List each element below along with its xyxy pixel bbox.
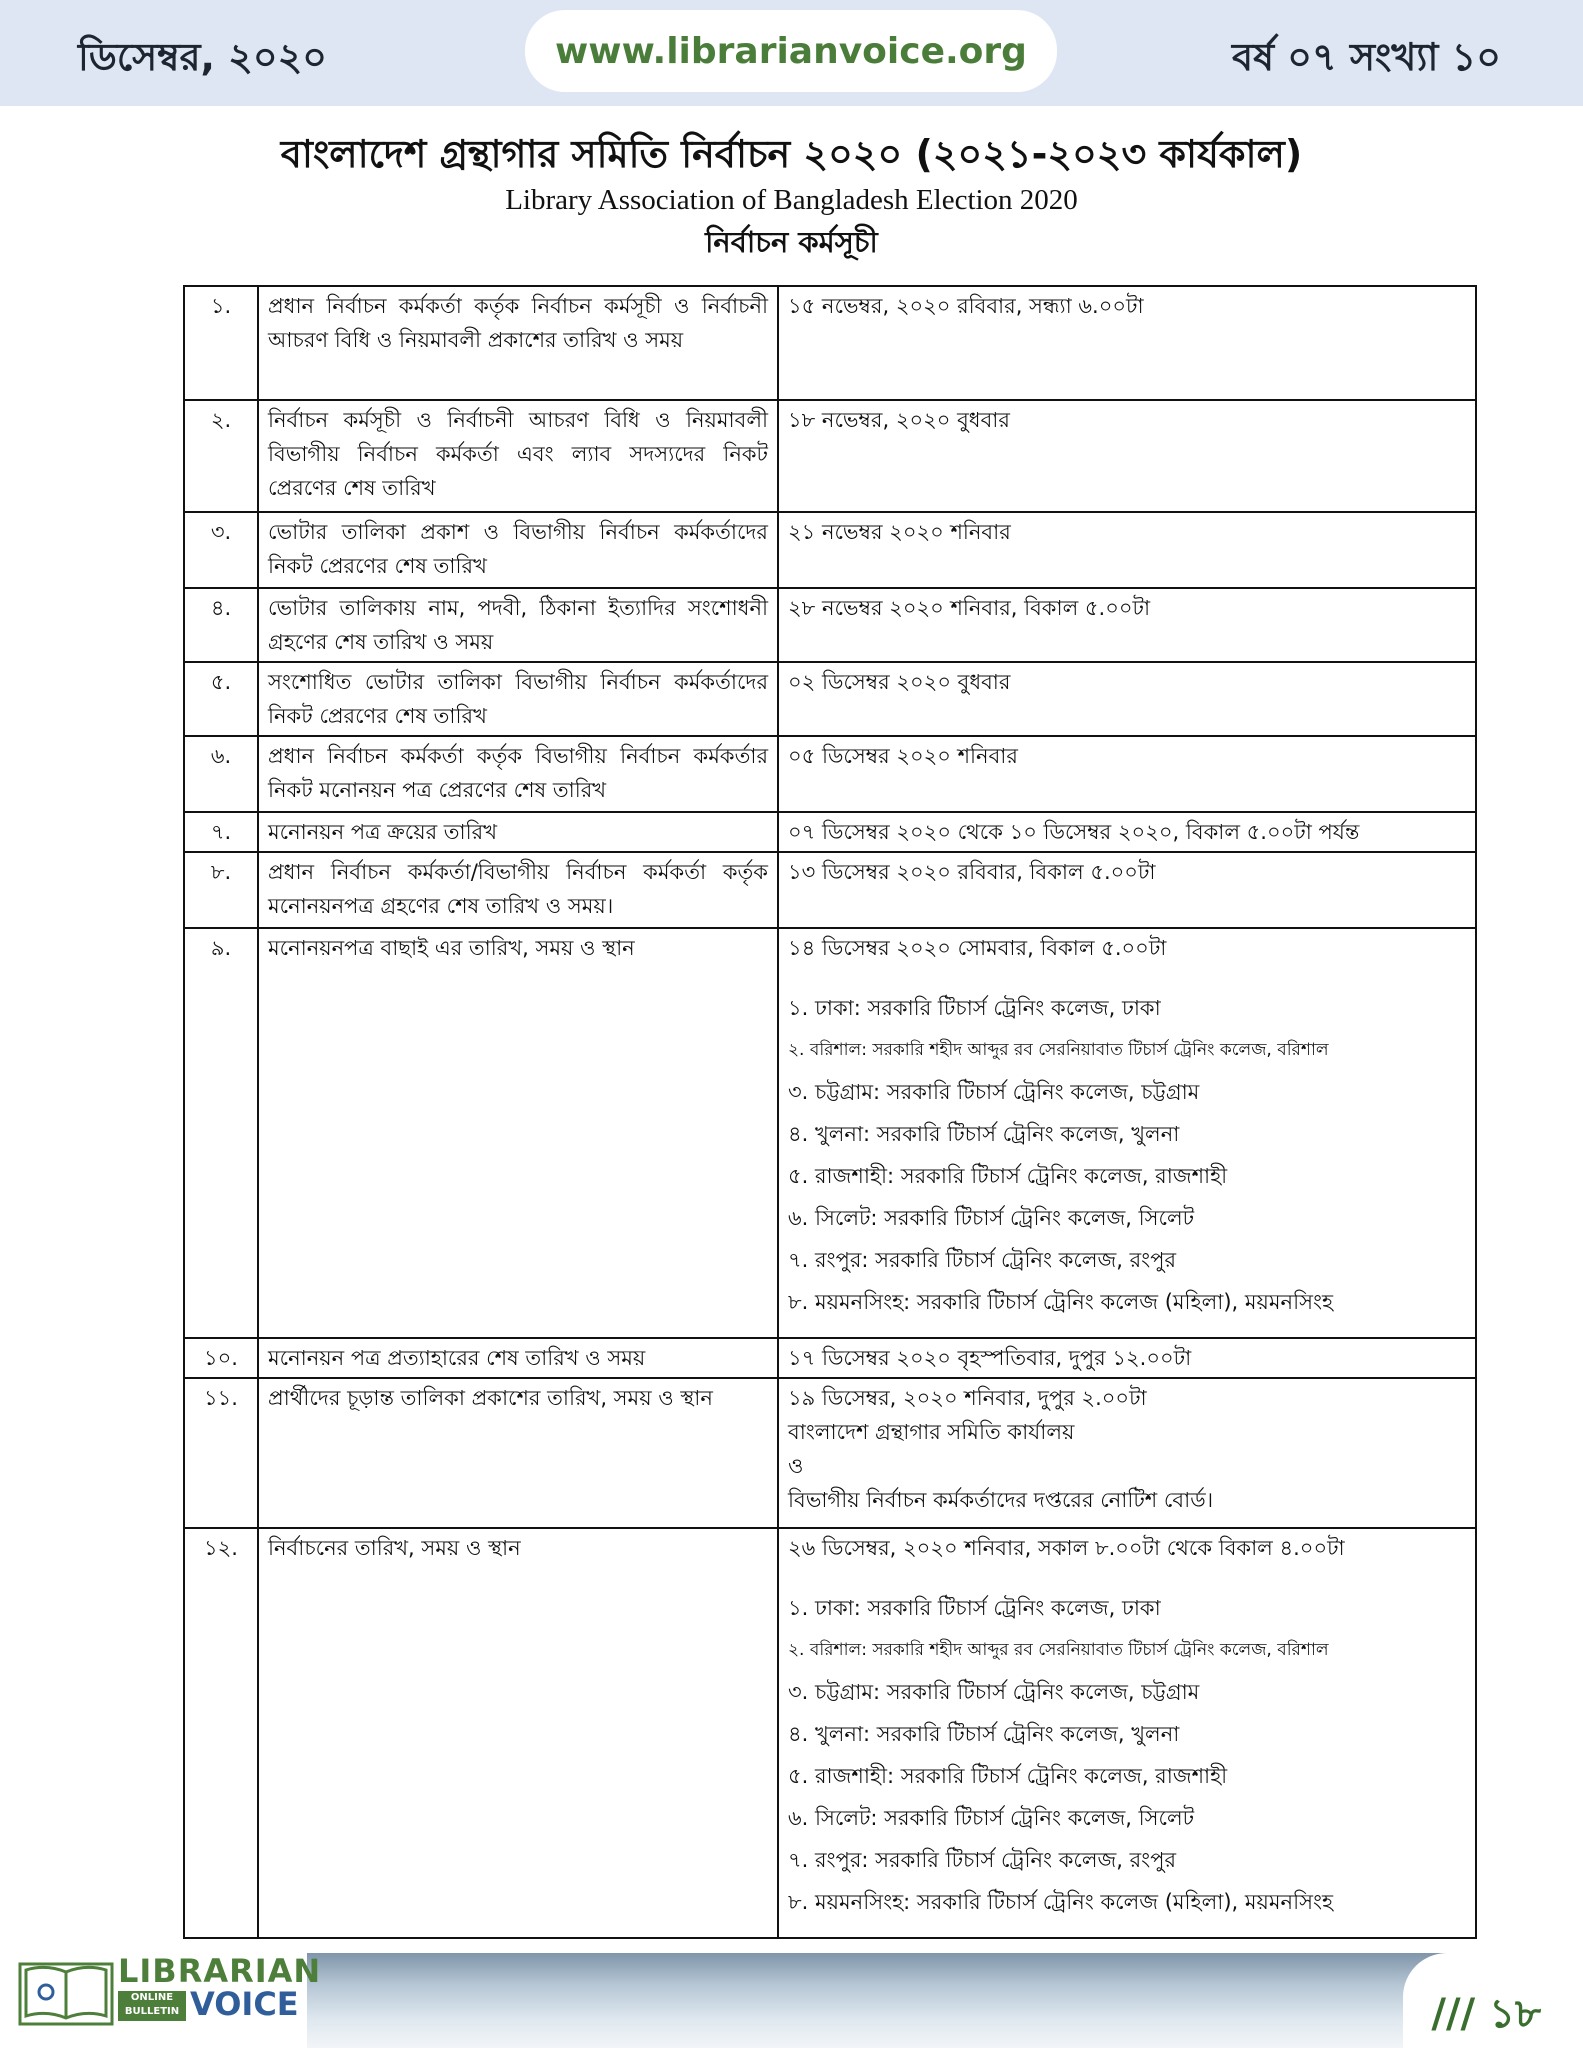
event-cell: প্রধান নির্বাচন কর্মকর্তা কর্তৃক বিভাগীয় নির্বাচন কর্মকর্তার নিকট মনোনয়ন পত্র প্রেরণের শেষ তারিখ [258, 736, 778, 812]
event-cell: নির্বাচন কর্মসূচী ও নির্বাচনী আচরণ বিধি ও নিয়মাবলী বিভাগীয় নির্বাচন কর্মকর্তা এবং ল্যাব সদস্যদের নিকট প্রেরণের শেষ তারিখ [258, 400, 778, 512]
event-cell: মনোনয়ন পত্র প্রত্যাহারের শেষ তারিখ ও সময় [258, 1338, 778, 1378]
venue-text: বাংলাদেশ গ্রন্থাগার সমিতি কার্যালয় [788, 1420, 1075, 1445]
table-row [184, 588, 1476, 662]
list-item: ৮. ময়মনসিংহ: সরকারি টিচার্স ট্রেনিং কলেজ (মহিলা), ময়মনসিংহ [788, 1890, 1334, 1915]
list-item: ৪. খুলনা: সরকারি টিচার্স ট্রেনিং কলেজ, খুলনা [788, 1122, 1180, 1147]
website-link[interactable]: www.librarianvoice.org [525, 10, 1057, 92]
table-row [184, 852, 1476, 928]
row-number: ৭. [184, 812, 258, 852]
list-item: ৩. চট্টগ্রাম: সরকারি টিচার্স ট্রেনিং কলেজ, চট্টগ্রাম [788, 1680, 1200, 1705]
date-cell [778, 1528, 1476, 1938]
logo-wordmark-bottom: VOICE [190, 1985, 299, 2023]
date-text: ২৬ ডিসেম্বর, ২০২০ শনিবার, সকাল ৮.০০টা থেকে বিকাল ৪.০০টা [788, 1536, 1345, 1561]
event-cell: ভোটার তালিকায় নাম, পদবী, ঠিকানা ইত্যাদির সংশোধনী গ্রহণের শেষ তারিখ ও সময় [258, 588, 778, 662]
row-number: ৯. [184, 928, 258, 1338]
date-cell [778, 400, 1476, 512]
row-number: ১১. [184, 1378, 258, 1528]
date-cell [778, 928, 1476, 1338]
date-cell [778, 512, 1476, 588]
event-cell: মনোনয়নপত্র বাছাই এর তারিখ, সময় ও স্থান [258, 928, 778, 1338]
event-cell: প্রধান নির্বাচন কর্মকর্তা কর্তৃক নির্বাচন কর্মসূচী ও নির্বাচনী আচরণ বিধি ও নিয়মাবলী প্রকাশের তারিখ ও সময় [258, 286, 778, 400]
table-row [184, 512, 1476, 588]
row-number: ৩. [184, 512, 258, 588]
election-schedule-table [183, 285, 1477, 1939]
row-number: ৮. [184, 852, 258, 928]
row-number: ১২. [184, 1528, 258, 1938]
date-cell [778, 588, 1476, 662]
list-item: ৮. ময়মনসিংহ: সরকারি টিচার্স ট্রেনিং কলেজ (মহিলা), ময়মনসিংহ [788, 1290, 1334, 1315]
list-item: ৪. খুলনা: সরকারি টিচার্স ট্রেনিং কলেজ, খুলনা [788, 1722, 1180, 1747]
book-logo-icon [16, 1950, 116, 2030]
table-row [184, 286, 1476, 400]
row-number: ২. [184, 400, 258, 512]
table-row [184, 662, 1476, 736]
table-row [184, 736, 1476, 812]
date-cell [778, 812, 1476, 852]
list-item: ৬. সিলেট: সরকারি টিচার্স ট্রেনিং কলেজ, সিলেট [788, 1206, 1195, 1231]
event-cell: নির্বাচনের তারিখ, সময় ও স্থান [258, 1528, 778, 1938]
list-item: ৫. রাজশাহী: সরকারি টিচার্স ট্রেনিং কলেজ, রাজশাহী [788, 1164, 1228, 1189]
row-number: ৪. [184, 588, 258, 662]
row-number: ১০. [184, 1338, 258, 1378]
date-cell [778, 1338, 1476, 1378]
date-text: ০৫ ডিসেম্বর ২০২০ শনিবার [788, 744, 1018, 769]
date-cell [778, 662, 1476, 736]
date-text: ০২ ডিসেম্বর ২০২০ বুধবার [788, 670, 1011, 695]
date-text: ১৫ নভেম্বর, ২০২০ রবিবার, সন্ধ্যা ৬.০০টা [788, 294, 1144, 318]
venue-text: ও [788, 1454, 804, 1479]
logo-badge: ONLINE BULLETIN [118, 1991, 186, 2021]
footer-band [307, 1953, 1583, 2048]
date-cell [778, 1378, 1476, 1528]
list-item: ৭. রংপুর: সরকারি টিচার্স ট্রেনিং কলেজ, রংপুর [788, 1248, 1177, 1273]
list-item: ৬. সিলেট: সরকারি টিচার্স ট্রেনিং কলেজ, সিলেট [788, 1806, 1195, 1831]
event-cell: ভোটার তালিকা প্রকাশ ও বিভাগীয় নির্বাচন কর্মকর্তাদের নিকট প্রেরণের শেষ তারিখ [258, 512, 778, 588]
date-text: ১৭ ডিসেম্বর ২০২০ বৃহস্পতিবার, দুপুর ১২.০০টা [788, 1346, 1192, 1371]
row-number: ৫. [184, 662, 258, 736]
issue-date: ডিসেম্বর, ২০২০ [78, 35, 327, 79]
logo-wordmark-top: LIBRARIAN [118, 1952, 322, 1990]
page-title: বাংলাদেশ গ্রন্থাগার সমিতি নির্বাচন ২০২০ (২০২১-২০২৩ কার্যকাল) [280, 132, 1303, 176]
date-text: ১৩ ডিসেম্বর ২০২০ রবিবার, বিকাল ৫.০০টা [788, 860, 1156, 885]
list-item: ৫. রাজশাহী: সরকারি টিচার্স ট্রেনিং কলেজ, রাজশাহী [788, 1764, 1228, 1789]
event-cell: প্রধান নির্বাচন কর্মকর্তা/বিভাগীয় নির্বাচন কর্মকর্তা কর্তৃক মনোনয়নপত্র গ্রহণের শেষ তারিখ ও সময়। [258, 852, 778, 928]
date-text: ২৮ নভেম্বর ২০২০ শনিবার, বিকাল ৫.০০টা [788, 596, 1151, 620]
table-row [184, 812, 1476, 852]
venue-list [788, 987, 1466, 1323]
row-number: ১. [184, 286, 258, 400]
page-number: /// ১৮ [1431, 1991, 1541, 2037]
date-cell [778, 736, 1476, 812]
date-text: ২১ নভেম্বর ২০২০ শনিবার [788, 520, 1011, 544]
list-item: ৩. চট্টগ্রাম: সরকারি টিচার্স ট্রেনিং কলেজ, চট্টগ্রাম [788, 1080, 1200, 1105]
table-row [184, 1338, 1476, 1378]
table-row [184, 1378, 1476, 1528]
venue-list [788, 1587, 1466, 1923]
row-number: ৬. [184, 736, 258, 812]
date-text: ১৯ ডিসেম্বর, ২০২০ শনিবার, দুপুর ২.০০টা [788, 1386, 1147, 1411]
table-row [184, 400, 1476, 512]
venue-text: বিভাগীয় নির্বাচন কর্মকর্তাদের দপ্তরের নোটিশ বোর্ড। [788, 1488, 1214, 1513]
date-text: ১৪ ডিসেম্বর ২০২০ সোমবার, বিকাল ৫.০০টা [788, 936, 1167, 961]
date-cell [778, 286, 1476, 400]
date-text: ১৮ নভেম্বর, ২০২০ বুধবার [788, 408, 1010, 432]
table-row [184, 1528, 1476, 1938]
list-item: ১. ঢাকা: সরকারি টিচার্স ট্রেনিং কলেজ, ঢাকা [788, 1596, 1161, 1621]
event-cell: প্রার্থীদের চূড়ান্ত তালিকা প্রকাশের তারিখ, সময় ও স্থান [258, 1378, 778, 1528]
list-item: ২. বরিশাল: সরকারি শহীদ আব্দুর রব সেরনিয়াবাত টিচার্স ট্রেনিং কলেজ, বরিশাল [788, 1640, 1329, 1661]
date-text: ০৭ ডিসেম্বর ২০২০ থেকে ১০ ডিসেম্বর ২০২০, বিকাল ৫.০০টা পর্যন্ত [788, 820, 1360, 845]
event-cell: সংশোধিত ভোটার তালিকা বিভাগীয় নির্বাচন কর্মকর্তাদের নিকট প্রেরণের শেষ তারিখ [258, 662, 778, 736]
table-row [184, 928, 1476, 1338]
date-cell [778, 852, 1476, 928]
section-subtitle: নির্বাচন কর্মসূচী [705, 225, 878, 259]
list-item: ২. বরিশাল: সরকারি শহীদ আব্দুর রব সেরনিয়াবাত টিচার্স ট্রেনিং কলেজ, বরিশাল [788, 1040, 1329, 1061]
issue-number: বর্ষ ০৭ সংখ্যা ১০ [1231, 35, 1501, 79]
event-cell: মনোনয়ন পত্র ক্রয়ের তারিখ [258, 812, 778, 852]
list-item: ৭. রংপুর: সরকারি টিচার্স ট্রেনিং কলেজ, রংপুর [788, 1848, 1177, 1873]
english-title: Library Association of Bangladesh Election 2020 [505, 184, 1078, 216]
list-item: ১. ঢাকা: সরকারি টিচার্স ট্রেনিং কলেজ, ঢাকা [788, 996, 1161, 1021]
